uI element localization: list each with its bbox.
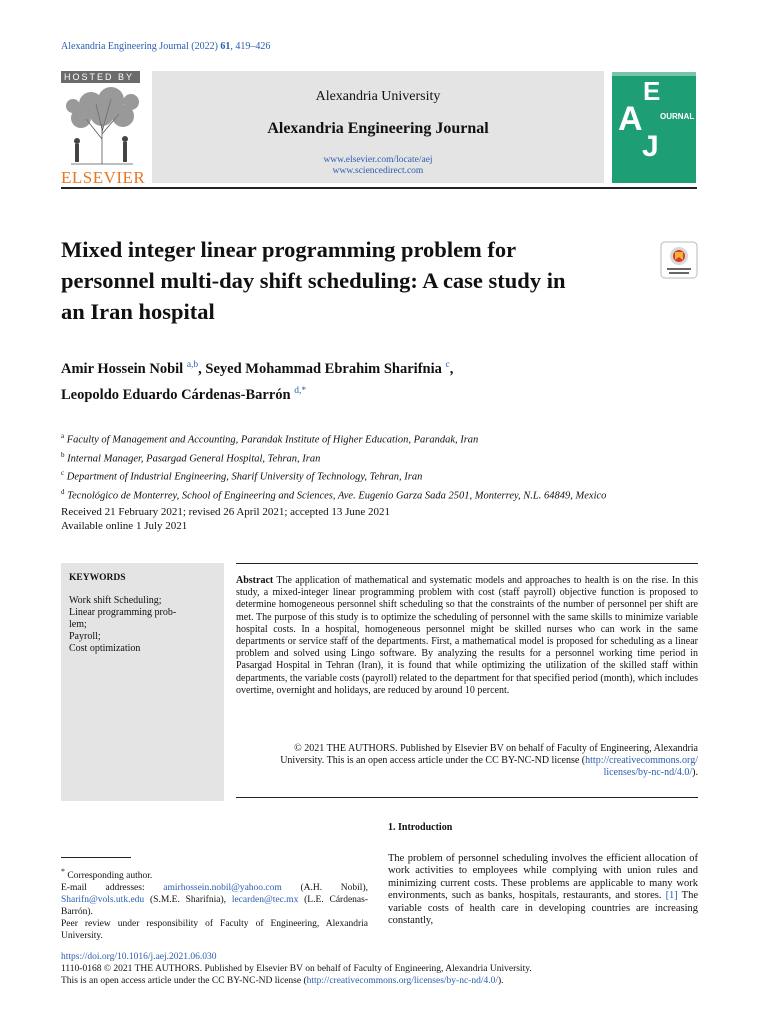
keyword-item: Payroll; [69, 631, 101, 642]
affiliation-b [61, 448, 721, 467]
intro-body-start: The problem of personnel scheduling involves the efficient allocation of work activities to employees while complying with union rules and minimizing current costs. These problems are applicable to many work environments, such as banks, hospitals, restaurants, and stores. [388, 853, 698, 902]
introduction-text [388, 853, 698, 927]
intro-body-end: The variable costs of health care in developing countries are increasing constantly, [388, 890, 698, 927]
keywords-heading: KEYWORDS [69, 573, 126, 583]
hosted-by-label: HOSTED BY [61, 71, 140, 83]
journal-cover-image [612, 72, 696, 183]
author-nobil: Amir Hossein Nobil [61, 360, 184, 377]
author-list [61, 354, 701, 406]
header-rule [61, 187, 697, 189]
journal-name: Alexandria Engineering Journal [267, 120, 489, 137]
affil-marker: c [61, 469, 65, 477]
reference-link[interactable]: [1] [665, 890, 678, 902]
citation-prefix: Alexandria Engineering Journal (2022) [61, 41, 221, 52]
online-date: Available online 1 July 2021 [61, 520, 188, 532]
sciencedirect-url-link[interactable]: www.sciencedirect.com [332, 166, 424, 176]
license-link[interactable]: http://creativecommons.org/ [585, 755, 698, 767]
cover-word-journal: OURNAL [660, 112, 695, 121]
peer-review-note: Peer review under responsibility of Faculty of Engineering, Alexandria University. [61, 919, 368, 942]
copyright-line-2 [236, 755, 698, 767]
affil-marker: b [61, 450, 65, 459]
affil-text: Tecnológico de Monterrey, School of Engineering and Sciences, Ave. Eugenio Garza Sada 2501, Monterrey, N.L. 64849, Mexico [64, 490, 607, 501]
affil-text: Internal Manager, Pasargad General Hospital, Tehran, Iran [64, 453, 321, 464]
keywords-list [69, 595, 219, 655]
cover-letter-a: A [618, 100, 643, 138]
title-line-1: Mixed integer linear programming problem for [61, 237, 517, 262]
keyword-item: lem; [69, 619, 87, 630]
author-sharifnia-affil[interactable]: c [445, 360, 450, 370]
copyright-end: ). [692, 767, 698, 779]
footnote-rule [61, 857, 131, 858]
received-dates: Received 21 February 2021; revised 26 April 2021; accepted 13 June 2021 [61, 506, 391, 518]
abstract [236, 575, 698, 697]
author-line-2 [61, 380, 701, 406]
oa-text: This is an open access article under the CC BY-NC-ND license ( [61, 975, 307, 986]
author-cardenas: Leopoldo Eduardo Cárdenas-Barrón [61, 386, 291, 403]
keyword-item: Linear programming prob- [69, 607, 177, 618]
corresponding-note [61, 866, 368, 882]
footer-copyright [61, 964, 721, 987]
email-link-cardenas[interactable]: lecarden@tec.mx [231, 895, 299, 906]
corresponding-star[interactable]: * [301, 385, 307, 396]
affil-text: Department of Industrial Engineering, Sharif University of Technology, Tehran, Iran [64, 471, 423, 483]
author-cardenas-affil[interactable]: d, [294, 385, 302, 396]
affiliations [61, 429, 721, 503]
email-owner: (L.E. Cárdenas-Barrón). [61, 895, 368, 918]
doi-link[interactable]: https://doi.org/10.1016/j.aej.2021.06.030 [61, 952, 217, 962]
corresponding-text: Corresponding author. [64, 871, 153, 882]
abstract-heading: Abstract [236, 575, 274, 586]
check-for-updates-icon[interactable] [660, 241, 698, 279]
footnote [61, 866, 368, 942]
footnote-star: * [61, 867, 65, 876]
affiliation-c [61, 466, 721, 485]
copyright-line-1: © 2021 THE AUTHORS. Published by Elsevier BV on behalf of Faculty of Engineering, Alexandria [294, 743, 698, 754]
elsevier-url-link[interactable]: www.elsevier.com/locate/aej [323, 155, 433, 165]
title-line-3: an Iran hospital [61, 299, 215, 324]
oa-end: ). [498, 975, 504, 986]
copyright-text: University. This is an open access article under the CC BY-NC-ND license ( [280, 755, 586, 767]
cover-letter-e: E [643, 76, 661, 106]
affil-marker: d [61, 487, 65, 496]
open-access-line [61, 976, 721, 988]
license-link-cont[interactable]: licenses/by-nc-nd/4.0/ [603, 767, 693, 779]
keyword-item: Work shift Scheduling; [69, 595, 162, 606]
copyright-line-3 [236, 767, 698, 779]
citation-volume: 61 [220, 41, 231, 52]
title-line-2: personnel multi-day shift scheduling: A case study in [61, 268, 566, 293]
email-owner: (S.M.E. Sharifnia), [144, 895, 232, 906]
email-label: E-mail addresses: [61, 883, 164, 894]
section-heading-introduction: 1. Introduction [388, 822, 453, 833]
affiliation-a [61, 429, 721, 448]
footer-license-link[interactable]: http://creativecommons.org/licenses/by-nc-nd/4.0/ [306, 975, 498, 986]
email-link-sharifnia[interactable]: Sharifn@vols.utk.edu [61, 895, 145, 906]
abstract-body: The application of mathematical and systematic models and approaches to health is on the rise. In this study, a mixed-integer linear programming problem with cost (staff payroll) objective function is proposed to determine homogeneous personnel shift scheduling so that the constraints of the number of personnel per shift are met. The purpose of this study is to optimize the scheduling of personnel with the same skills to minimize variable hospital costs. In a hospital, homogeneous personnel might be skilled nurses who can work in the same departments or service staff of the departments. First, a mathematical model is proposed for scheduling as a linear problem and solved using Lingo software. By analyzing the results for a personnel working time period in Pasargad Hospital in Tehran (Iran), it is found that while optimizing the utilization of the skilled staff within departments, the variable costs (payroll) related to the department for that specified period (month), which includes overtime, overnight and holidays, are reduced by around 10 percent. [236, 575, 698, 696]
email-owner: (A.H. Nobil), [281, 883, 368, 894]
university-name: Alexandria University [315, 89, 441, 104]
affil-marker: a [61, 432, 65, 440]
abstract-top-rule [236, 563, 698, 564]
email-addresses [61, 882, 368, 918]
abstract-copyright [236, 743, 698, 780]
elsevier-wordmark: ELSEVIER [61, 168, 146, 187]
affiliation-d [61, 485, 721, 504]
article-title [61, 234, 641, 327]
email-link-nobil[interactable]: amirhossein.nobil@yahoo.com [163, 883, 282, 894]
author-sharifnia: , Seyed Mohammad Ebrahim Sharifnia [198, 360, 442, 377]
journal-citation[interactable] [61, 41, 270, 52]
keyword-item: Cost optimization [69, 643, 141, 654]
abstract-bottom-rule [236, 797, 698, 798]
citation-pages: , 419–426 [230, 41, 271, 52]
author-line-1 [61, 354, 701, 380]
article-history [61, 505, 390, 533]
affil-text: Faculty of Management and Accounting, Parandak Institute of Higher Education, Parandak, Iran [64, 434, 479, 446]
elsevier-tree-logo [61, 84, 143, 168]
author-nobil-affil[interactable]: a,b [186, 360, 199, 370]
cover-letter-j: J [642, 130, 659, 163]
issn-line: 1110-0168 © 2021 THE AUTHORS. Published by Elsevier BV on behalf of Faculty of Engineering, Alexandria University. [61, 964, 532, 974]
author-separator: , [449, 360, 454, 377]
